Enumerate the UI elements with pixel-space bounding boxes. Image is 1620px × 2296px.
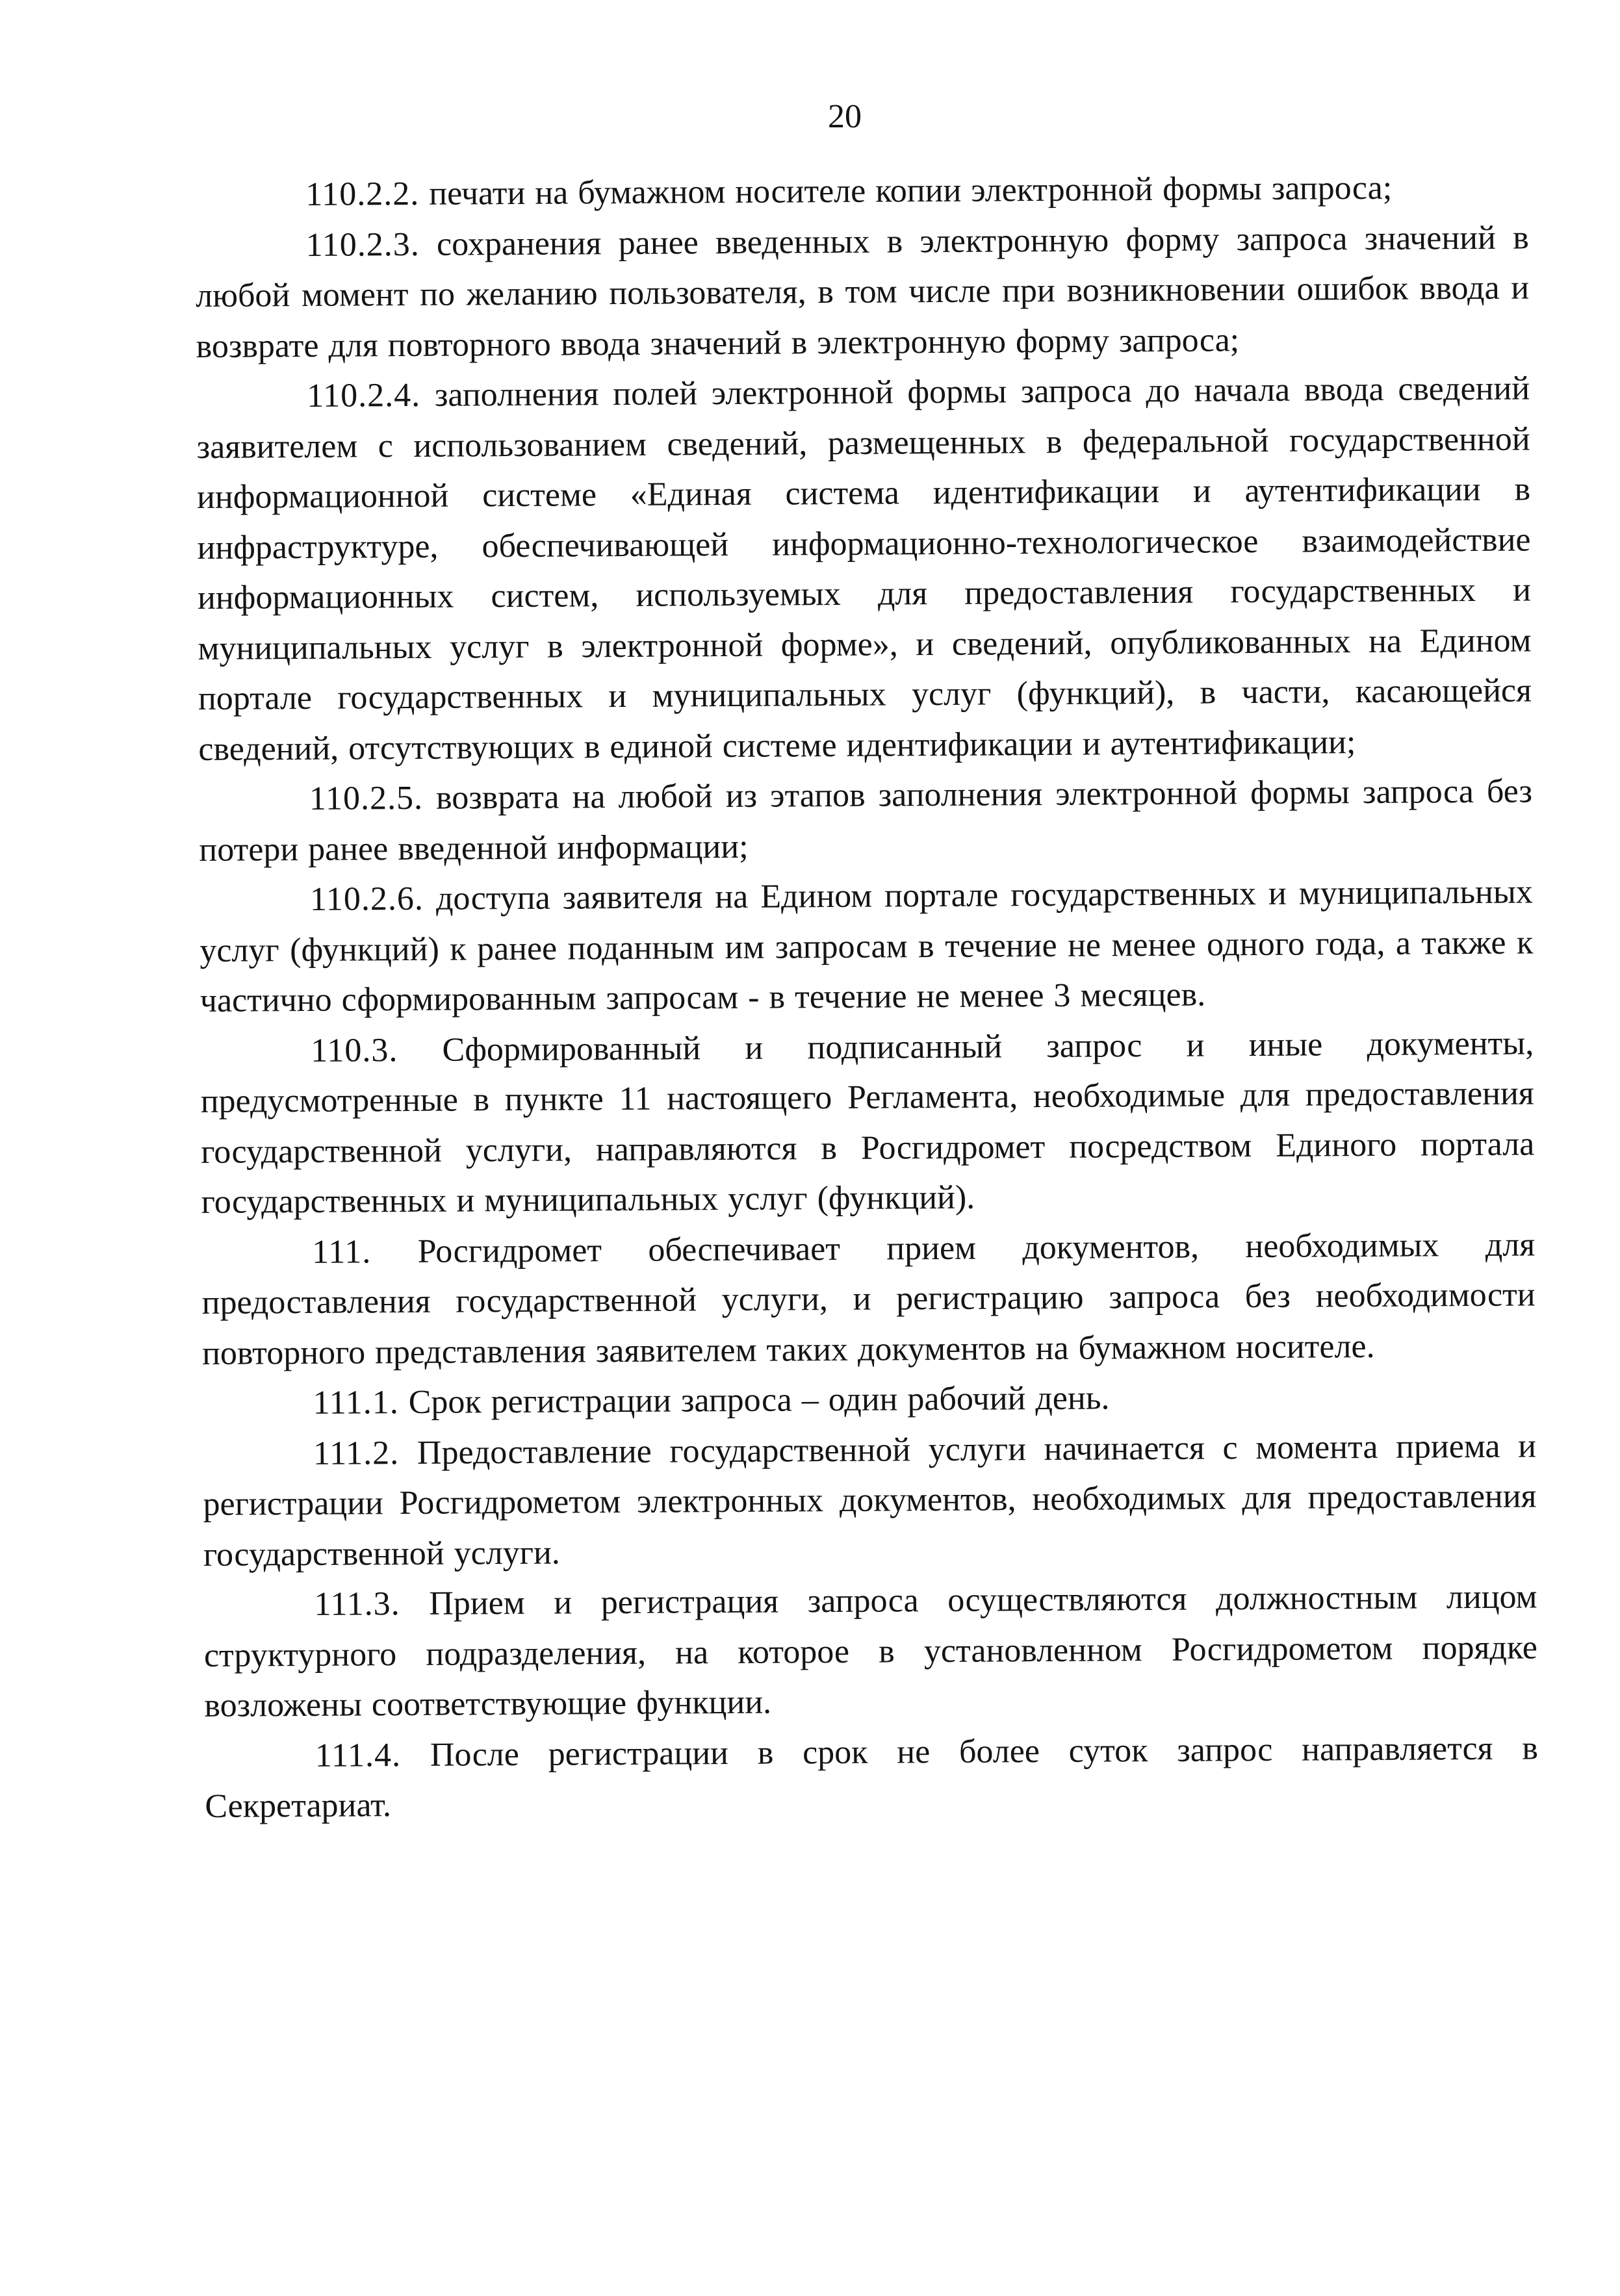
paragraph-text: заполнения полей электронной формы запроса до начала ввода сведений заявителем с использованием сведений, размещенных в федеральной государственной информационной системе «Единая система идентификации и аутентификации в инфраструктуре, обеспечивающей информационно-технологическое взаимодействие информационных систем, используемых для предоставления государственных и муниципальных услуг в электронной форме», и сведений, опубликованных на Едином портале государственных и муниципальных услуг (функций), в части, касающейся сведений, отсутствующих в единой системе идентификации и аутентификации; — [196, 370, 1532, 768]
paragraph-110-2-6 — [199, 867, 1534, 1026]
paragraph-text: печати на бумажном носителе копии электронной формы запроса; — [429, 169, 1393, 212]
paragraph-number: 111.1. — [313, 1384, 399, 1422]
paragraph-110-2-4 — [196, 363, 1532, 774]
paragraph-text: Предоставление государственной услуги начинается с момента приема и регистрации Росгидрометом электронных документов, необходимых для предоставления государственной услуги. — [203, 1427, 1537, 1574]
paragraph-110-2-3 — [195, 212, 1529, 372]
paragraph-text: Росгидромет обеспечивает прием документов, необходимых для предоставления государственной услуги, и регистрацию запроса без необходимости повторного представления заявителем таких документов на бумажном носителе. — [201, 1225, 1536, 1372]
paragraph-number: 110.2.6. — [309, 880, 424, 918]
paragraph-110-2-5 — [199, 766, 1533, 875]
paragraph-number: 110.2.3. — [305, 225, 420, 264]
paragraph-number: 111.4. — [315, 1736, 402, 1774]
paragraph-number: 110.3. — [311, 1031, 398, 1069]
page-number: 20 — [828, 98, 862, 135]
paragraph-number: 110.2.2. — [305, 175, 420, 213]
paragraph-111-4 — [205, 1723, 1539, 1832]
paragraph-number: 111.3. — [314, 1585, 400, 1623]
paragraph-text: Сформированный и подписанный запрос и иные документы, предусмотренные в пункте 11 настоящего Регламента, необходимые для предоставления государственной услуги, направляются в Росгидромет посредством Единого портала государственных и муниципальных услуг (функций). — [200, 1024, 1535, 1221]
paragraph-text: Прием и регистрация запроса осуществляются должностным лицом структурного подразделения, на которое в установленном Росгидрометом порядке возложены соответствующие функции. — [203, 1578, 1538, 1724]
paragraph-number: 110.2.5. — [309, 779, 424, 817]
paragraph-text: После регистрации в срок не более суток запрос направляется в Секретариат. — [205, 1729, 1539, 1825]
paragraph-text: возврата на любой из этапов заполнения электронной формы запроса без потери ранее введенной информации; — [199, 772, 1533, 869]
paragraph-number: 110.2.4. — [306, 376, 421, 415]
paragraph-111-2 — [203, 1421, 1537, 1580]
document-body — [195, 162, 1539, 1831]
paragraph-111-1 — [202, 1370, 1536, 1429]
paragraph-number: 111.2. — [313, 1434, 400, 1472]
paragraph-110-3 — [200, 1018, 1535, 1228]
paragraph-text: доступа заявителя на Едином портале государственных и муниципальных услуг (функций) к ранее поданным им запросам в течение не менее одного года, а также к частично сформированным запросам - в течение не менее 3 месяцев. — [199, 873, 1534, 1019]
paragraph-text: Срок регистрации запроса – один рабочий день. — [408, 1379, 1110, 1422]
paragraph-number: 111. — [311, 1232, 372, 1271]
paragraph-111 — [201, 1219, 1536, 1379]
paragraph-text: сохранения ранее введенных в электронную форму запроса значений в любой момент по желанию пользователя, в том числе при возникновении ошибок ввода и возврате для повторного ввода значений в электронную форму запроса; — [196, 218, 1530, 365]
paragraph-110-2-2 — [195, 162, 1528, 220]
paragraph-111-3 — [203, 1572, 1537, 1731]
